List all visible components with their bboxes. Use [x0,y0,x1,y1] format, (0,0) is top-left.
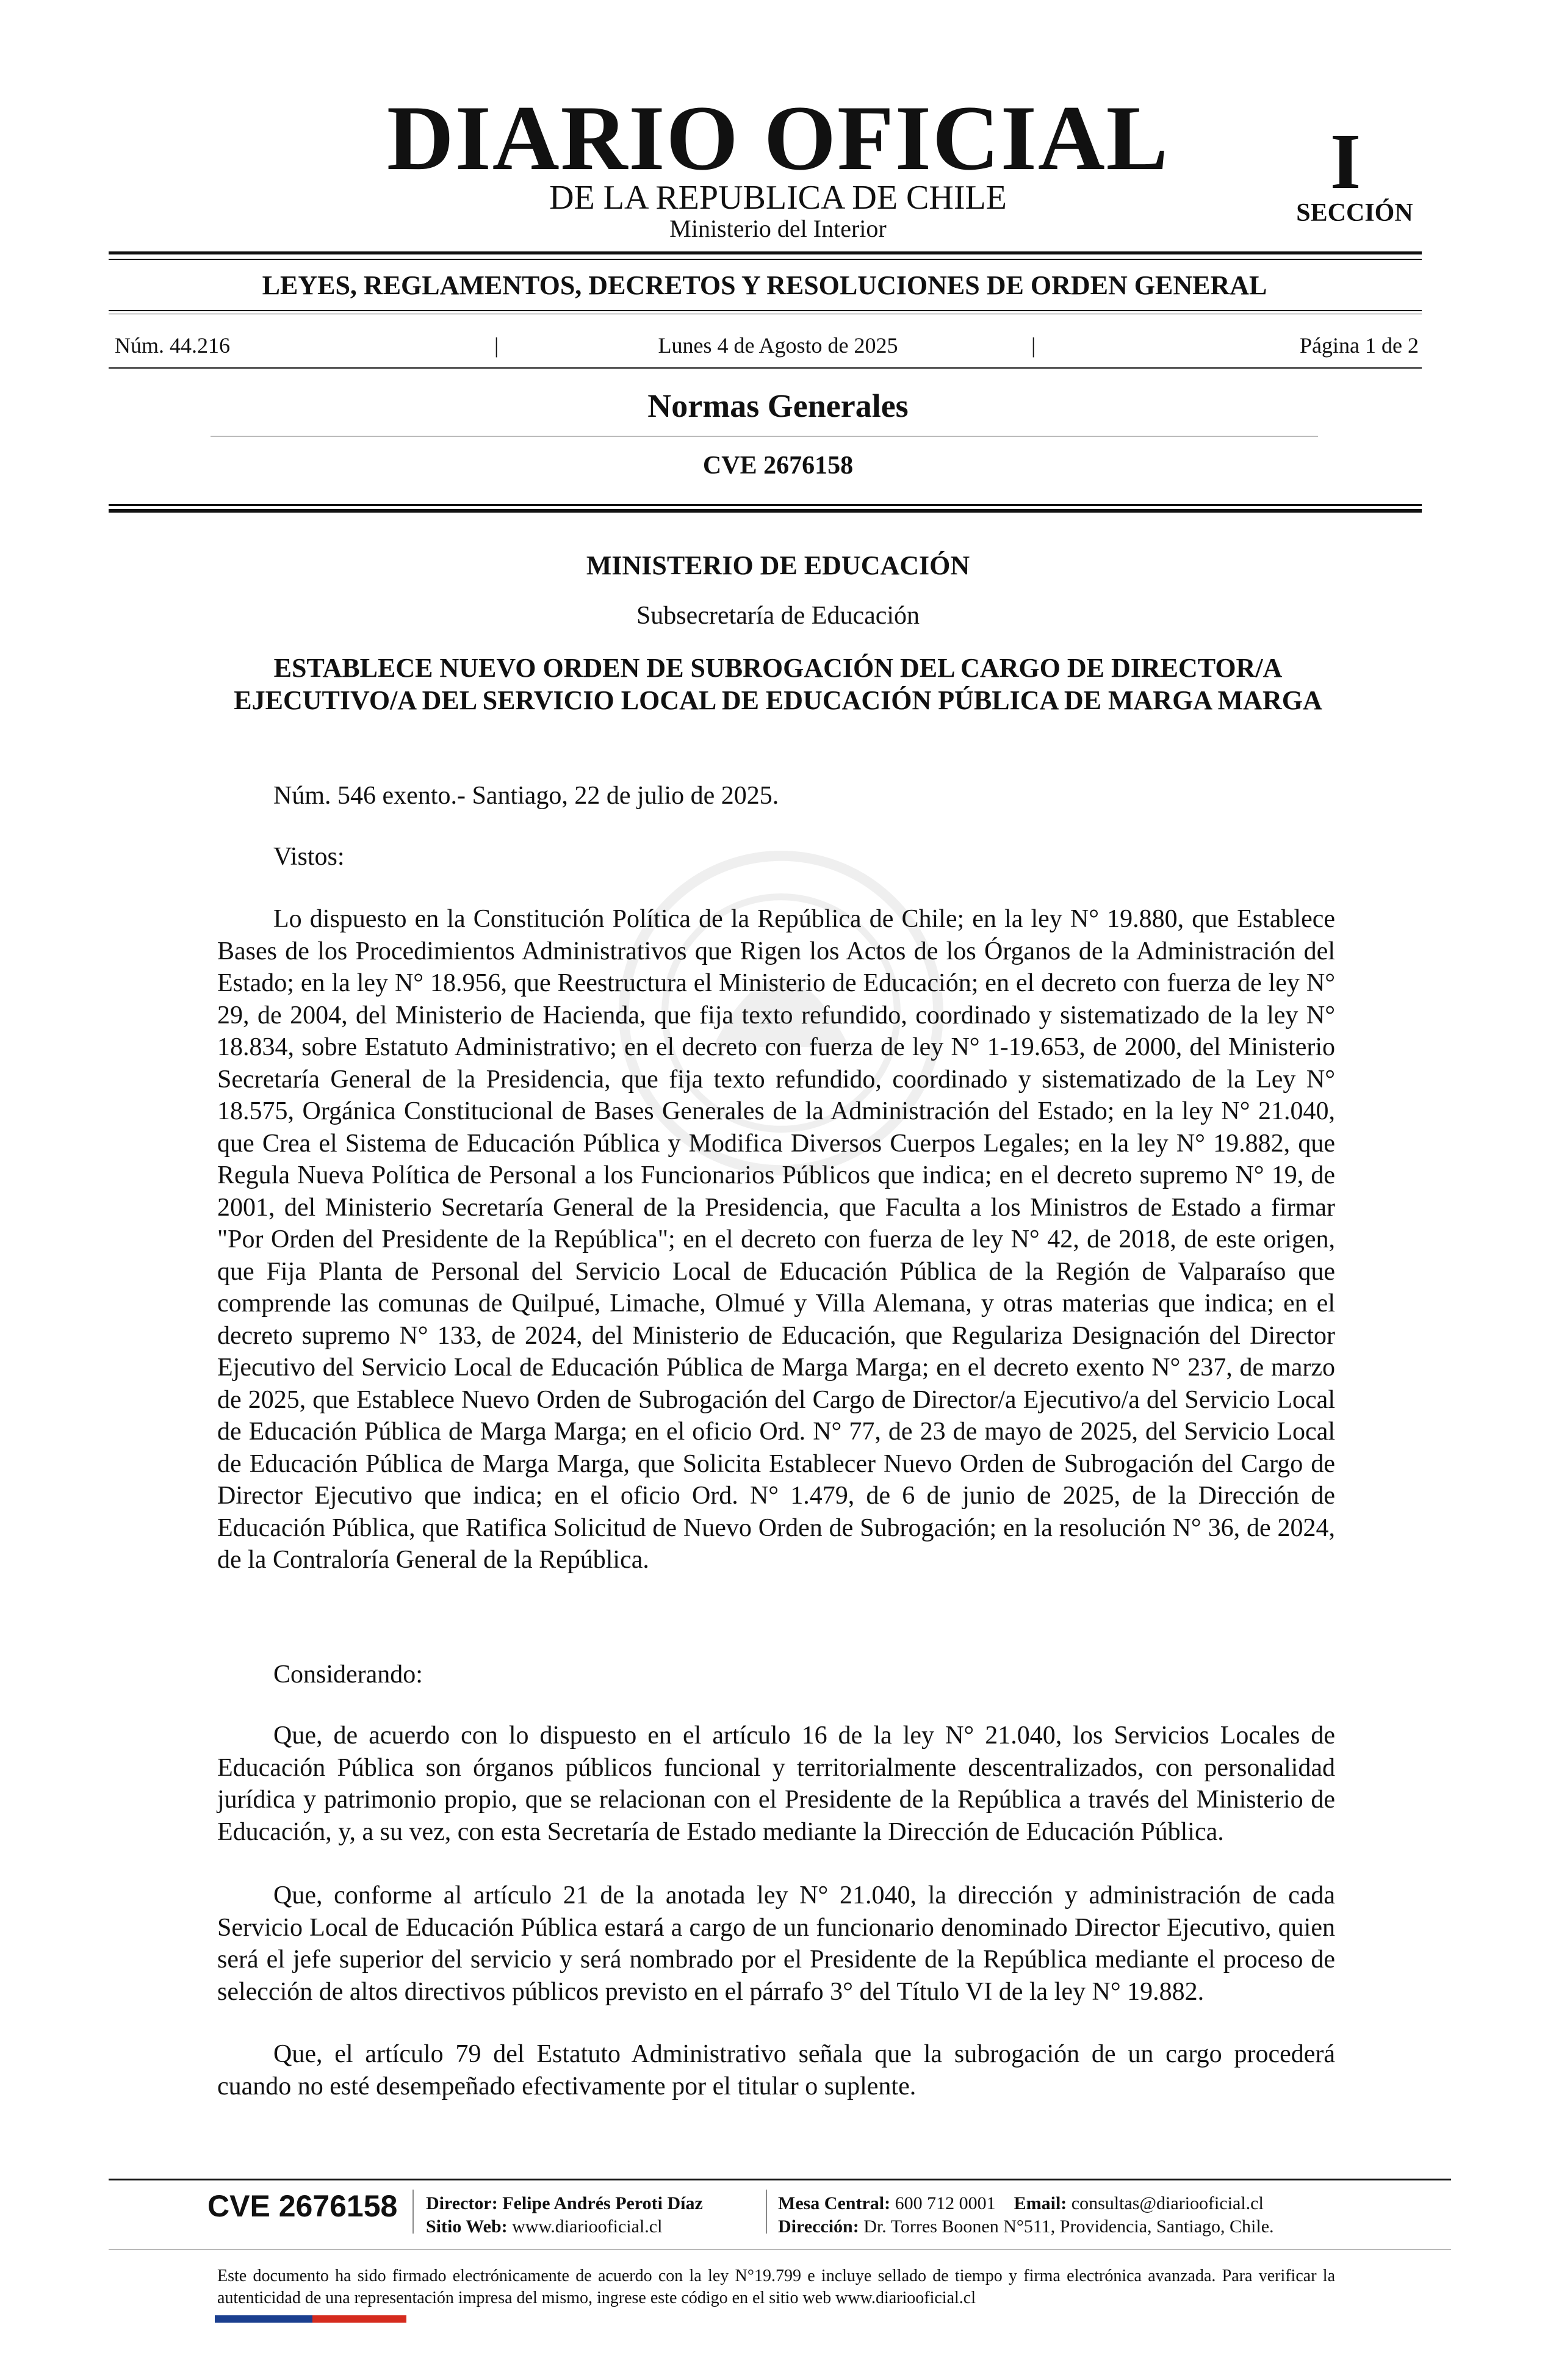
masthead-ministry: Ministerio del Interior [669,215,887,242]
considerando-paragraph: Que, el artículo 79 del Estatuto Administrativo señala que la subrogación de un cargo procederá cuando no esté desempeñado efectivamente por el titular o suplente. [217,2040,1335,2101]
footer-director-block [426,2192,703,2238]
footer-note: Este documento ha sido firmado electrónicamente de acuerdo con la ley N°19.799 e incluye sellado de tiempo y firma electrónica avanzada. Para verificar la autenticidad de una representación impresa del mismo, ingrese este código en el sitio web www.diariooficial.cl [217,2266,1335,2307]
vistos-paragraph: Lo dispuesto en la Constitución Política de la República de Chile; en la ley N° 19.880, que Establece Bases de los Procedimientos Administrativos que Rigen los Actos de los Órganos de la Administración del Estado; en la ley N° 18.956, que Reestructura el Ministerio de Educación; en el decreto con fuerza de ley N° 29, de 2004, del Ministerio de Hacienda, que fija texto refundido, coordinado y sistematizado de la ley N° 18.834, sobre Estatuto Administrativo; en el decreto con fuerza de ley N° 1-19.653, de 2000, del Ministerio Secretaría General de la Presidencia, que fija texto refundido, coordinado y sistematizado de la Ley N° 18.575, Orgánica Constitucional de Bases Generales de la Administración del Estado; en la ley N° 21.040, que Crea el Sistema de Educación Pública y Modifica Diversos Cuerpos Legales; en la ley N° 19.882, que Regula Nueva Política de Personal a los Funcionarios Públicos que indica; en el decreto supremo N° 19, de 2001, del Ministerio Secretaría General de la Presidencia, que Faculta a los Ministros de Estado a firmar "Por Orden del Presidente de la República"; en el decreto con fuerza de ley N° 42, de 2018, de este origen, que Fija Planta de Personal del Servicio Local de Educación Pública de la Región de Valparaíso que comprende las comunas de Quilpué, Limache, Olmué y Villa Alemana, y otras materias que indica; en el decreto supremo N° 133, de 2024, del Ministerio de Educación, que Regulariza Designación del Director Ejecutivo del Servicio Local de Educación Pública de Marga Marga; en el decreto exento N° 237, de marzo de 2025, que Establece Nuevo Orden de Subrogación del Cargo de Director/a Ejecutivo/a del Servicio Local de Educación Pública de Marga Marga; en el oficio Ord. N° 77, de 23 de mayo de 2025, del Servicio Local de Educación Pública de Marga Marga, que Solicita Establecer Nuevo Orden de Subrogación del Cargo de Director Ejecutivo que indica; en el oficio Ord. N° 1.479, de 6 de junio de 2025, de la Dirección de Educación Pública, que Ratifica Solicitud de Nuevo Orden de Subrogación; en la resolución N° 36, de 2024, de la Contraloría General de la República. [217,905,1335,1574]
director-label: Director: [426,2193,498,2213]
footer-contact-block [778,2192,1274,2238]
footer-divider [766,2190,767,2234]
meta-separator: | [1031,333,1036,358]
decree-line: Núm. 546 exento.- Santiago, 22 de julio de 2025. [273,782,779,810]
category-heading: LEYES, REGLAMENTOS, DECRETOS Y RESOLUCIONES DE ORDEN GENERAL [262,270,1267,300]
section-label: SECCIÓN [1296,199,1413,227]
mesa-label: Mesa Central: [778,2193,891,2213]
mesa-phone: 600 712 0001 [895,2193,996,2213]
doc-title: ESTABLECE NUEVO ORDEN DE SUBROGACIÓN DEL CARGO DE DIRECTOR/A EJECUTIVO/A DEL SERVICIO LOCAL DE EDUCACIÓN PÚBLICA DE MARGA MARGA [234,653,1322,715]
flag-bar-red [312,2315,406,2323]
considerando-label: Considerando: [273,1661,423,1689]
masthead-title: DIARIO OFICIAL [386,87,1170,189]
director-name: Felipe Andrés Peroti Díaz [502,2193,703,2213]
footer-divider [412,2190,414,2234]
section-number: I [1330,118,1361,206]
masthead-rule [109,251,1422,254]
site-label: Sitio Web: [426,2216,508,2237]
cve-code: CVE 2676158 [702,452,854,480]
footer-rule [109,2179,1451,2180]
section-heading: Normas Generales [647,388,909,424]
section-divider [211,436,1318,437]
meta-separator: | [494,333,499,358]
masthead-rule-thin [109,259,1422,260]
issue-date: Lunes 4 de Agosto de 2025 [658,333,898,358]
footer-rule-2 [109,2249,1451,2250]
flag-bar-blue [215,2315,312,2323]
doc-ministry: MINISTERIO DE EDUCACIÓN [586,550,970,580]
vistos-label: Vistos: [273,843,345,871]
meta-rule [109,367,1422,369]
header-bottom-rule [109,504,1422,506]
footer-cve: CVE 2676158 [207,2189,398,2223]
email-label: Email: [1014,2193,1067,2213]
considerando-paragraph: Que, de acuerdo con lo dispuesto en el artículo 16 de la ley N° 21.040, los Servicios Locales de Educación Pública son órganos públicos funcional y territorialmente descentralizados, con personalidad jurídica y patrimonio propio, que se relacionan con el Presidente de la República a través del Ministerio de Educación, y, a su vez, con esta Secretaría de Estado mediante la Dirección de Educación Pública. [217,1722,1335,1846]
issue-number: Núm. 44.216 [115,333,230,358]
header-bottom-rule-thick [109,509,1422,513]
category-rule [109,310,1422,311]
considerando-paragraph: Que, conforme al artículo 21 de la anotada ley N° 21.040, la dirección y administración de cada Servicio Local de Educación Pública estará a cargo de un funcionario denominado Director Ejecutivo, quien será el jefe superior del servicio y será nombrado por el Presidente de la República mediante el proceso de selección de altos directivos públicos previsto en el párrafo 3° del Título VI de la ley N° 19.882. [217,1881,1335,2006]
masthead-subtitle: DE LA REPUBLICA DE CHILE [549,179,1007,217]
address-text: Dr. Torres Boonen N°511, Providencia, Santiago, Chile. [863,2216,1274,2237]
page-number: Página 1 de 2 [1300,333,1419,358]
email-link[interactable]: consultas@diariooficial.cl [1071,2193,1264,2213]
doc-subsecretaria: Subsecretaría de Educación [636,602,920,630]
site-link[interactable]: www.diariooficial.cl [512,2216,663,2237]
address-label: Dirección: [778,2216,859,2237]
